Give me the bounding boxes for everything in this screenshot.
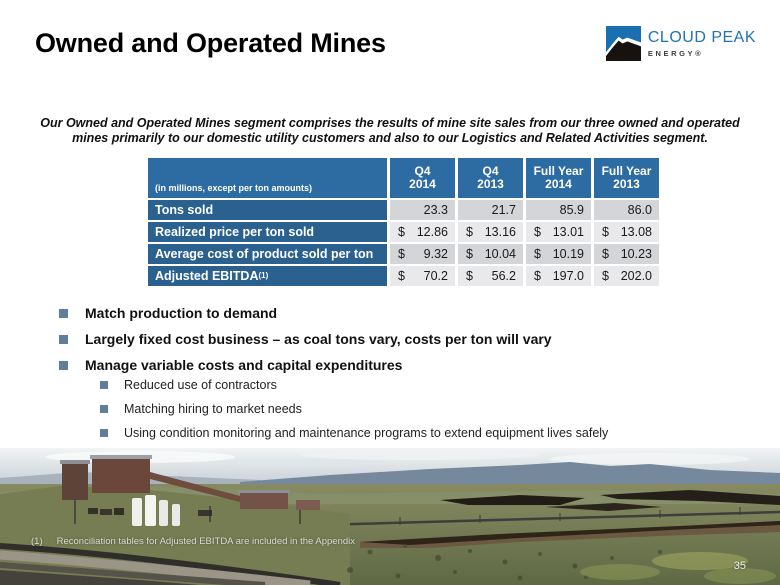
cell-value: 21.7 <box>491 203 516 217</box>
table-column-header: Full Year 2014 <box>526 158 591 198</box>
mine-landscape-photo <box>0 448 780 585</box>
table-cell: $ 13.16 <box>458 222 523 242</box>
main-bullet-list <box>59 305 749 383</box>
bullet-square-icon <box>100 381 108 389</box>
list-item: Manage variable costs and capital expenditures <box>59 357 749 373</box>
cell-value: 9.32 <box>423 247 448 261</box>
cell-value: 70.2 <box>423 269 448 283</box>
table-cell: $ 13.01 <box>526 222 591 242</box>
table-column-header: Q4 2013 <box>458 158 523 198</box>
cell-value: 202.0 <box>620 269 652 283</box>
cell-value: 197.0 <box>552 269 584 283</box>
page-number: 35 <box>733 560 746 572</box>
table-header-label-cell <box>148 158 387 198</box>
table-cell <box>526 200 591 220</box>
list-item: Using condition monitoring and maintenance programs to extend equipment lives safely <box>100 426 750 441</box>
page-title: Owned and Operated Mines <box>35 28 386 58</box>
table-units-note: (in millions, except per ton amounts) <box>155 183 313 193</box>
footnote <box>31 536 355 547</box>
table-cell <box>594 200 659 220</box>
table-cell: $ 56.2 <box>458 266 523 286</box>
table-row <box>148 244 659 264</box>
bullet-square-icon <box>59 361 68 370</box>
cell-value: 10.19 <box>552 247 584 261</box>
cell-value: 12.86 <box>416 225 448 239</box>
cell-value: 85.9 <box>559 203 584 217</box>
footnote-text: Reconciliation tables for Adjusted EBITDA are included in the Appendix <box>56 536 356 547</box>
table-row <box>148 222 659 242</box>
cell-value: 10.04 <box>484 247 516 261</box>
cell-value: 23.3 <box>423 203 448 217</box>
footnote-marker: (1) <box>31 536 43 547</box>
list-item: Largely fixed cost business – as coal tons vary, costs per ton will vary <box>59 331 749 347</box>
bullet-square-icon <box>59 309 68 318</box>
table-row <box>148 266 659 286</box>
bullet-square-icon <box>100 405 108 413</box>
cell-value: 10.23 <box>620 247 652 261</box>
table-row <box>148 200 659 220</box>
cell-value: 13.01 <box>552 225 584 239</box>
list-item: Match production to demand <box>59 305 749 321</box>
row-label: Adjusted EBITDA (1) <box>148 266 387 286</box>
row-label: Tons sold <box>148 200 387 220</box>
mountain-logo-icon <box>606 26 641 61</box>
table-column-header: Q4 2014 <box>390 158 455 198</box>
logo-text <box>648 26 756 58</box>
table-cell <box>458 200 523 220</box>
table-cell <box>390 200 455 220</box>
table-cell: $ 10.23 <box>594 244 659 264</box>
table-cell: $ 13.08 <box>594 222 659 242</box>
table-header-row <box>148 158 659 198</box>
cloud-peak-logo <box>606 26 756 61</box>
table-cell: $ 12.86 <box>390 222 455 242</box>
table-cell: $ 197.0 <box>526 266 591 286</box>
table-cell: $ 10.19 <box>526 244 591 264</box>
cell-value: 56.2 <box>491 269 516 283</box>
table-column-header: Full Year 2013 <box>594 158 659 198</box>
logo-name: CLOUD PEAK <box>647 29 756 46</box>
list-item: Reduced use of contractors <box>100 378 750 393</box>
row-label: Average cost of product sold per ton <box>148 244 387 264</box>
row-label: Realized price per ton sold <box>148 222 387 242</box>
table-cell: $ 70.2 <box>390 266 455 286</box>
table-cell: $ 9.32 <box>390 244 455 264</box>
list-item: Matching hiring to market needs <box>100 402 750 417</box>
financials-table <box>148 158 659 286</box>
cell-value: 86.0 <box>627 203 652 217</box>
cell-value: 13.16 <box>484 225 516 239</box>
bullet-square-icon <box>59 335 68 344</box>
intro-paragraph: Our Owned and Operated Mines segment comprises the results of mine site sales from our three owned and operated mines primarily to our domestic utility customers and also to our Logistics and Related Activities segment. <box>40 115 740 145</box>
sub-bullet-list <box>100 378 750 450</box>
logo-subname: ENERGY® <box>647 49 704 58</box>
table-cell: $ 202.0 <box>594 266 659 286</box>
table-cell: $ 10.04 <box>458 244 523 264</box>
cell-value: 13.08 <box>620 225 652 239</box>
bullet-square-icon <box>100 429 108 437</box>
mine-landscape-illustration <box>0 448 780 585</box>
